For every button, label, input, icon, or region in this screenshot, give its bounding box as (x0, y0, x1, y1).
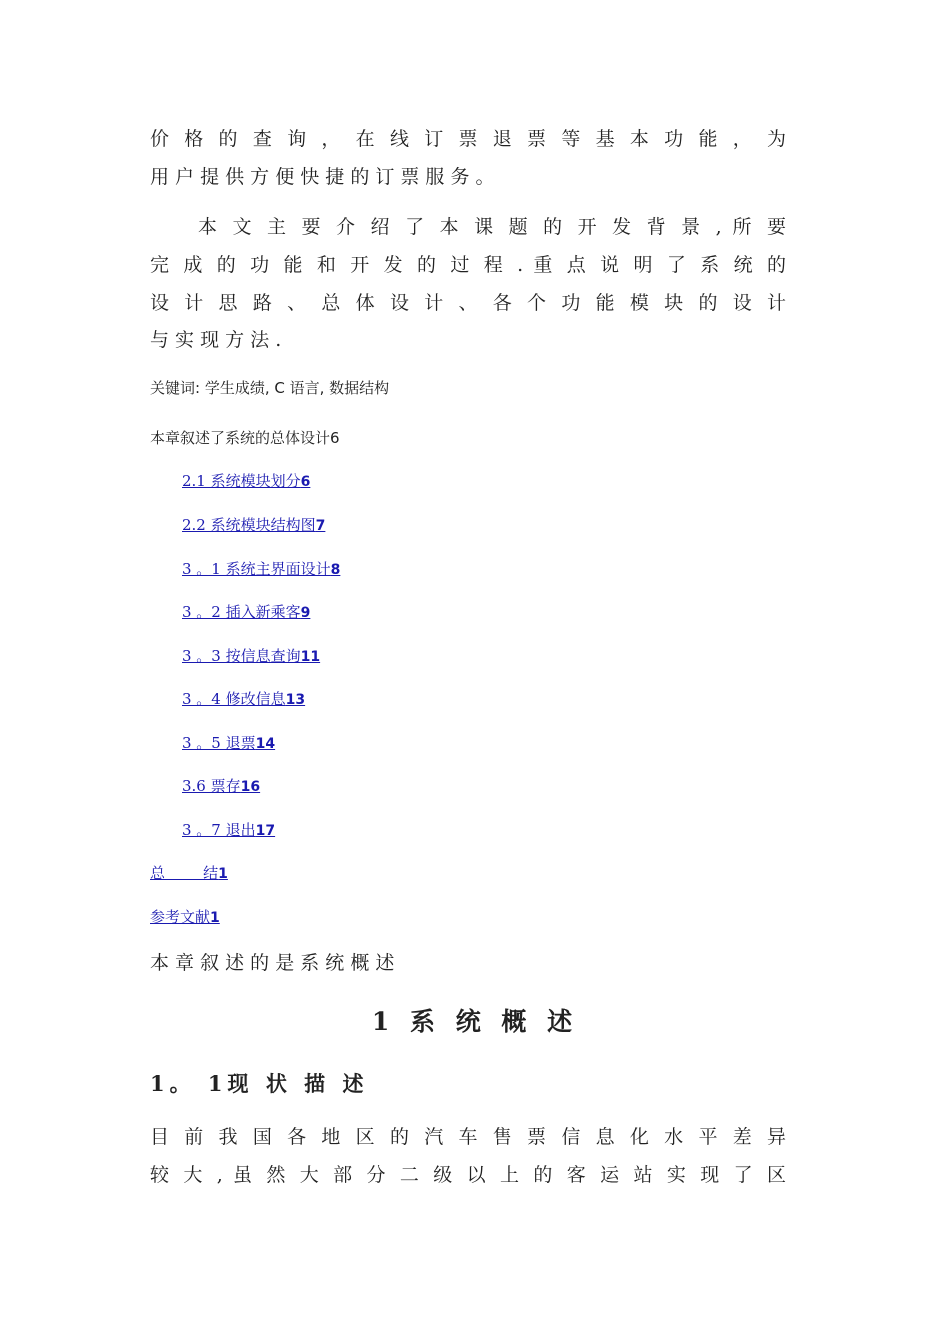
toc-link[interactable]: 总 结1 (150, 864, 228, 882)
paragraph-line: 较 大 , 虽 然 大 部 分 二 级 以 上 的 客 运 站 实 现 了 区 (150, 1164, 786, 1186)
paragraph-line: 目 前 我 国 各 地 区 的 汽 车 售 票 信 息 化 水 平 差 异 (150, 1126, 786, 1148)
heading-section: 1。 1现 状 描 述 (150, 1071, 369, 1096)
toc-link[interactable]: 2.2 系统模块结构图7 (182, 516, 326, 534)
toc-link[interactable]: 3.6 票存16 (182, 777, 261, 795)
toc-link[interactable]: 3 。2 插入新乘客9 (182, 603, 311, 621)
paragraph-line: 设 计 思 路 、 总 体 设 计 、 各 个 功 能 模 块 的 设 计 (150, 292, 786, 314)
heading-chapter: 1 系 统 概 述 (371, 1007, 579, 1036)
toc-link[interactable]: 3 。4 修改信息13 (182, 690, 306, 708)
toc-link[interactable]: 3 。5 退票14 (182, 734, 276, 752)
chapter-summary: 本 章 叙 述 的 是 系 统 概 述 (150, 952, 395, 974)
paragraph-line: 完 成 的 功 能 和 开 发 的 过 程 . 重 点 说 明 了 系 统 的 (150, 254, 786, 276)
chapter-intro: 本章叙述了系统的总体设计6 (150, 429, 340, 447)
toc-link[interactable]: 3 。3 按信息查询11 (182, 647, 321, 665)
toc-link[interactable]: 3 。1 系统主界面设计8 (182, 560, 341, 578)
keywords: 关键词: 学生成绩, C 语言, 数据结构 (150, 379, 390, 397)
toc-link[interactable]: 3 。7 退出17 (182, 821, 276, 839)
paragraph-line: 用 户 提 供 方 便 快 捷 的 订 票 服 务 。 (150, 166, 495, 188)
paragraph-line: 价 格 的 查 询 ， 在 线 订 票 退 票 等 基 本 功 能 ， 为 (150, 128, 786, 150)
paragraph-line: 与 实 现 方 法 . (150, 329, 282, 351)
paragraph-line: 本 文 主 要 介 绍 了 本 课 题 的 开 发 背 景 , 所 要 (198, 216, 786, 238)
toc-link[interactable]: 2.1 系统模块划分6 (182, 472, 311, 490)
toc-link[interactable]: 参考文献1 (150, 908, 220, 926)
